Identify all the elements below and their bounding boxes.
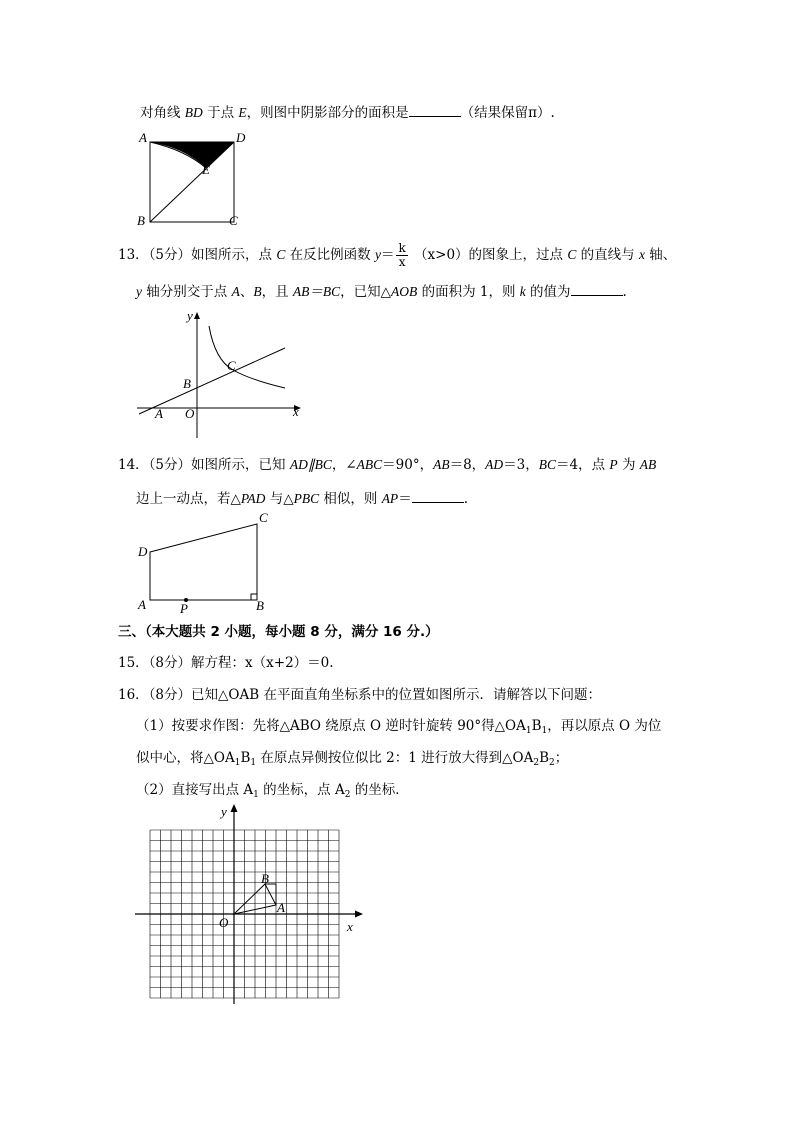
- label-b: B: [137, 213, 145, 228]
- q15-line: 15．（8分）解方程：x（x+2）＝0.: [118, 655, 334, 671]
- axis-label-x: x: [293, 404, 299, 419]
- label-a: A: [155, 406, 163, 421]
- q13-graph-figure: [135, 308, 305, 440]
- label-c: C: [229, 213, 238, 228]
- label-b: B: [261, 871, 269, 886]
- answer-blank[interactable]: [409, 102, 461, 117]
- label-b: B: [256, 598, 264, 613]
- label-c: C: [227, 358, 236, 373]
- label-e: E: [202, 162, 210, 177]
- q16-line1: 16．（8分）已知△OAB 在平面直角坐标系中的位置如图所示．请解答以下问题：: [118, 687, 601, 703]
- q16-part2-line: （2）直接写出点 $A_1$ 的坐标，点 $A_2$ 的坐标．: [136, 782, 409, 800]
- label-o: O: [219, 915, 229, 930]
- axis-label-y: y: [221, 804, 227, 819]
- q14-line2: 边上一动点，若△PAD 与△PBC 相似，则 AP＝ .: [136, 488, 468, 509]
- label-b: B: [183, 376, 191, 391]
- q12-text: 对角线 BD 于点 E，则图中阴影部分的面积是 （结果保留π）.: [140, 102, 555, 123]
- answer-blank[interactable]: [412, 488, 464, 503]
- label-c: C: [259, 510, 268, 525]
- axis-label-x: x: [347, 919, 353, 934]
- axis-label-y: y: [187, 308, 193, 323]
- label-o: O: [185, 406, 195, 421]
- q16-part1-line2: 似中心，将$\triangle OA_1B_1$ 在原点异侧按位似比 2：1 进行放大得到$\triangle OA_2B_2$；: [136, 750, 569, 768]
- q13-line1: 13．（5分）如图所示，点 C 在反比例函数 y＝ $\frac{k}{x}$ （x>0）的图象上，过点 C 的直线与 x 轴、: [118, 241, 677, 269]
- q16-grid-figure: [135, 800, 370, 1010]
- q16-part1-line1: （1）按要求作图：先将△ABO 绕原点 O 逆时针旋转 90°得$\triangle OA_1B_1$，再以原点 O 为位: [136, 718, 662, 736]
- label-a: A: [138, 597, 146, 612]
- label-d: D: [236, 130, 246, 145]
- label-d: D: [138, 544, 148, 559]
- section-heading: 三、（本大题共 2 小题，每小题 8 分，满分 16 分.）: [118, 624, 439, 640]
- q12-square-figure: [135, 128, 250, 228]
- label-a: A: [277, 900, 285, 915]
- q14-trapezoid-figure: [135, 508, 275, 616]
- fraction-k-over-x: $\frac{k}{x}$: [398, 241, 406, 269]
- q14-line1: 14．（5分）如图所示，已知 AD∥BC，∠ABC＝90°，AB＝8，AD＝3，BC＝4，点 P 为 AB: [118, 457, 657, 473]
- label-a: A: [139, 130, 147, 145]
- q13-line2: y 轴分别交于点 A、B，且 AB＝BC，已知△AOB 的面积为 1，则 k 的值为 .: [136, 281, 627, 302]
- answer-blank[interactable]: [571, 281, 623, 296]
- label-p: P: [180, 601, 188, 616]
